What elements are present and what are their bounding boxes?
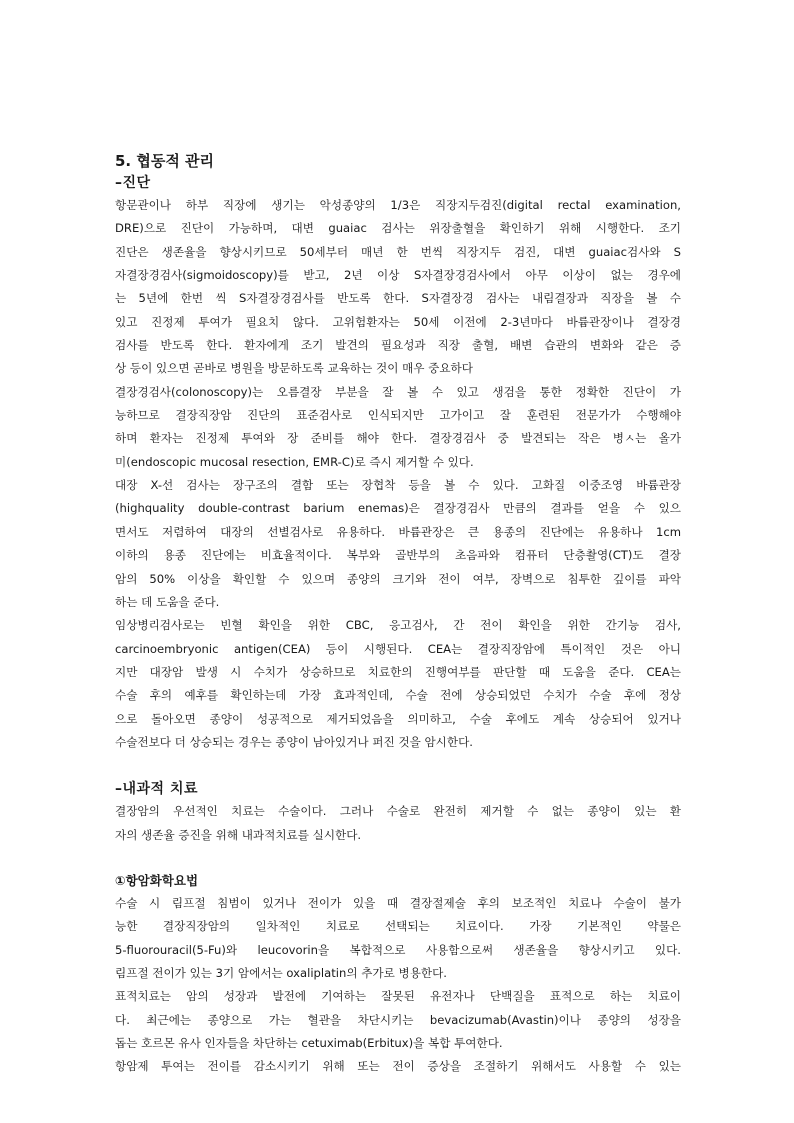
text-line: 항암제 투여는 전이를 감소시키기 위해 또는 전이 증상을 조절하기 위해서도 사용할 수 있는 [115, 1059, 681, 1074]
text-line: 있고 진정제 투여가 필요치 않다. 고위험환자는 50세 이전에 2-3년마다 바륨관장이나 결장경 [115, 314, 681, 329]
text-line: (highquality double-contrast barium enemas)은 결장경검사 만큼의 결과를 얻을 수 있으 [115, 501, 681, 516]
text-line: 림프절 전이가 있는 3기 암에서는 oxaliplatin의 추가로 병용한다. [115, 965, 447, 980]
text-line: 수술 후의 예후를 확인하는데 가장 효과적인데, 수술 전에 상승되었던 수치가 수술 후에 정상 [115, 688, 681, 703]
text-line: 수술전보다 더 상승되는 경우는 종양이 남아있거나 퍼진 것을 암시한다. [115, 734, 473, 749]
text-line: 돕는 호르몬 유사 인자들을 차단하는 cetuximab(Erbitux)을 복합 투여한다. [115, 1036, 503, 1050]
text-line: 미(endoscopic mucosal resection, EMR-C)로 즉시 제거할 수 있다. [115, 454, 474, 469]
text-line: 면서도 저렴하여 대장의 선별검사로 유용하다. 바륨관장은 큰 용종의 진단에는 유용하나 1cm [115, 524, 681, 539]
text-line: 자의 생존율 증진을 위해 내과적치료를 실시한다. [115, 827, 362, 842]
text-line: 임상병리검사로는 빈혈 확인을 위한 CBC, 응고검사, 간 전이 확인을 위한 간기능 검사, [115, 618, 681, 633]
document-body [115, 150, 681, 1079]
text-line: 하는 데 도움을 준다. [115, 594, 220, 609]
text-line: DRE)으로 진단이 가능하며, 대변 guaiac 검사는 위장출혈을 확인하기 위해 시행한다. 조기 [115, 221, 681, 236]
section-title: 5. 협동적 관리 [115, 152, 215, 170]
text-line: 하며 환자는 진정제 투여와 장 준비를 해야 한다. 결장경검사 중 발견되는 작은 병ㅅ는 올가 [115, 431, 681, 446]
text-line: 수술 시 림프절 침범이 있거나 전이가 있을 때 결장절제술 후의 보조적인 치료나 수술이 불가 [115, 895, 681, 910]
text-line: 결장경검사(colonoscopy)는 오름결장 부분을 잘 볼 수 있고 생검을 통한 정확한 진단이 가 [115, 384, 681, 399]
text-line: 표적치료는 암의 성장과 발전에 기여하는 잘못된 유전자나 단백질을 표적으로 하는 치료이 [115, 989, 681, 1004]
text-line: 진단은 생존율을 향상시키므로 50세부터 매년 한 번씩 직장지두 검진, 대변 guaiac검사와 S [115, 244, 681, 259]
text-line: 다. 최근에는 종양으로 가는 혈관을 차단시키는 bevacizumab(Avastin)이나 종양의 성장을 [115, 1012, 681, 1027]
text-line: 으로 돌아오면 종양이 성공적으로 제거되었음을 의미하고, 수술 후에도 계속 상승되어 있거나 [115, 711, 681, 726]
text-line: 암의 50% 이상을 확인할 수 있으며 종양의 크기와 전이 여부, 장벽으로 침투한 깊이를 파악 [115, 571, 681, 586]
chemotherapy-heading: ①항암화학요법 [115, 872, 199, 888]
chemotherapy-paragraphs [115, 892, 681, 1079]
text-line: 지만 대장암 발생 시 수치가 상승하므로 치료한의 진행여부를 판단할 때 도움을 준다. CEA는 [115, 664, 681, 679]
text-line: 결장암의 우선적인 치료는 수술이다. 그러나 수술로 완전히 제거할 수 없는 종양이 있는 환 [115, 804, 681, 819]
text-line: 5-fluorouracil(5-Fu)와 leucovorin을 복합적으로 사용함으로써 생존율을 향상시키고 있다. [115, 942, 681, 957]
medical-treatment-paragraph [115, 800, 681, 847]
text-line: 상 등이 있으면 곧바로 병원을 방문하도록 교육하는 것이 매우 중요하다 [115, 361, 473, 376]
text-line: 검사를 반도록 한다. 환자에게 조기 발견의 필요성과 직장 출혈, 배변 습관의 변화와 같은 증 [115, 338, 681, 353]
text-line: 능하므로 결장직장암 진단의 표준검사로 인식되지만 고가이고 잘 훈련된 전문가가 수행해야 [115, 408, 681, 423]
medical-treatment-heading: –내과적 치료 [115, 781, 198, 798]
text-line: 대장 X-선 검사는 장구조의 결함 또는 장협착 등을 볼 수 있다. 고화질 이중조영 바륨관장 [115, 478, 681, 493]
diagnosis-paragraphs [115, 194, 681, 754]
text-line: 는 5년에 한번 씩 S자결장경검사를 반도록 한다. S자결장경 검사는 내림결장과 직장을 볼 수 [115, 291, 681, 306]
text-line: 자결장경검사(sigmoidoscopy)를 받고, 2년 이상 S자결장경검사에서 아무 이상이 없는 경우에 [115, 268, 681, 283]
text-line: 항문관이나 하부 직장에 생기는 악성종양의 1/3은 직장지두검진(digital rectal examination, [115, 198, 681, 212]
text-line: 이하의 용종 진단에는 비효율적이다. 복부와 골반부의 초음파와 컴퓨터 단층촬영(CT)도 결장 [115, 548, 681, 563]
text-line: 능한 결장직장암의 일차적인 치료로 선택되는 치료이다. 가장 기본적인 약물은 [115, 919, 681, 934]
text-line: carcinoembryonic antigen(CEA) 등이 시행된다. CEA는 결장직장암에 특이적인 것은 아니 [115, 641, 681, 656]
diagnosis-heading: –진단 [115, 175, 151, 191]
